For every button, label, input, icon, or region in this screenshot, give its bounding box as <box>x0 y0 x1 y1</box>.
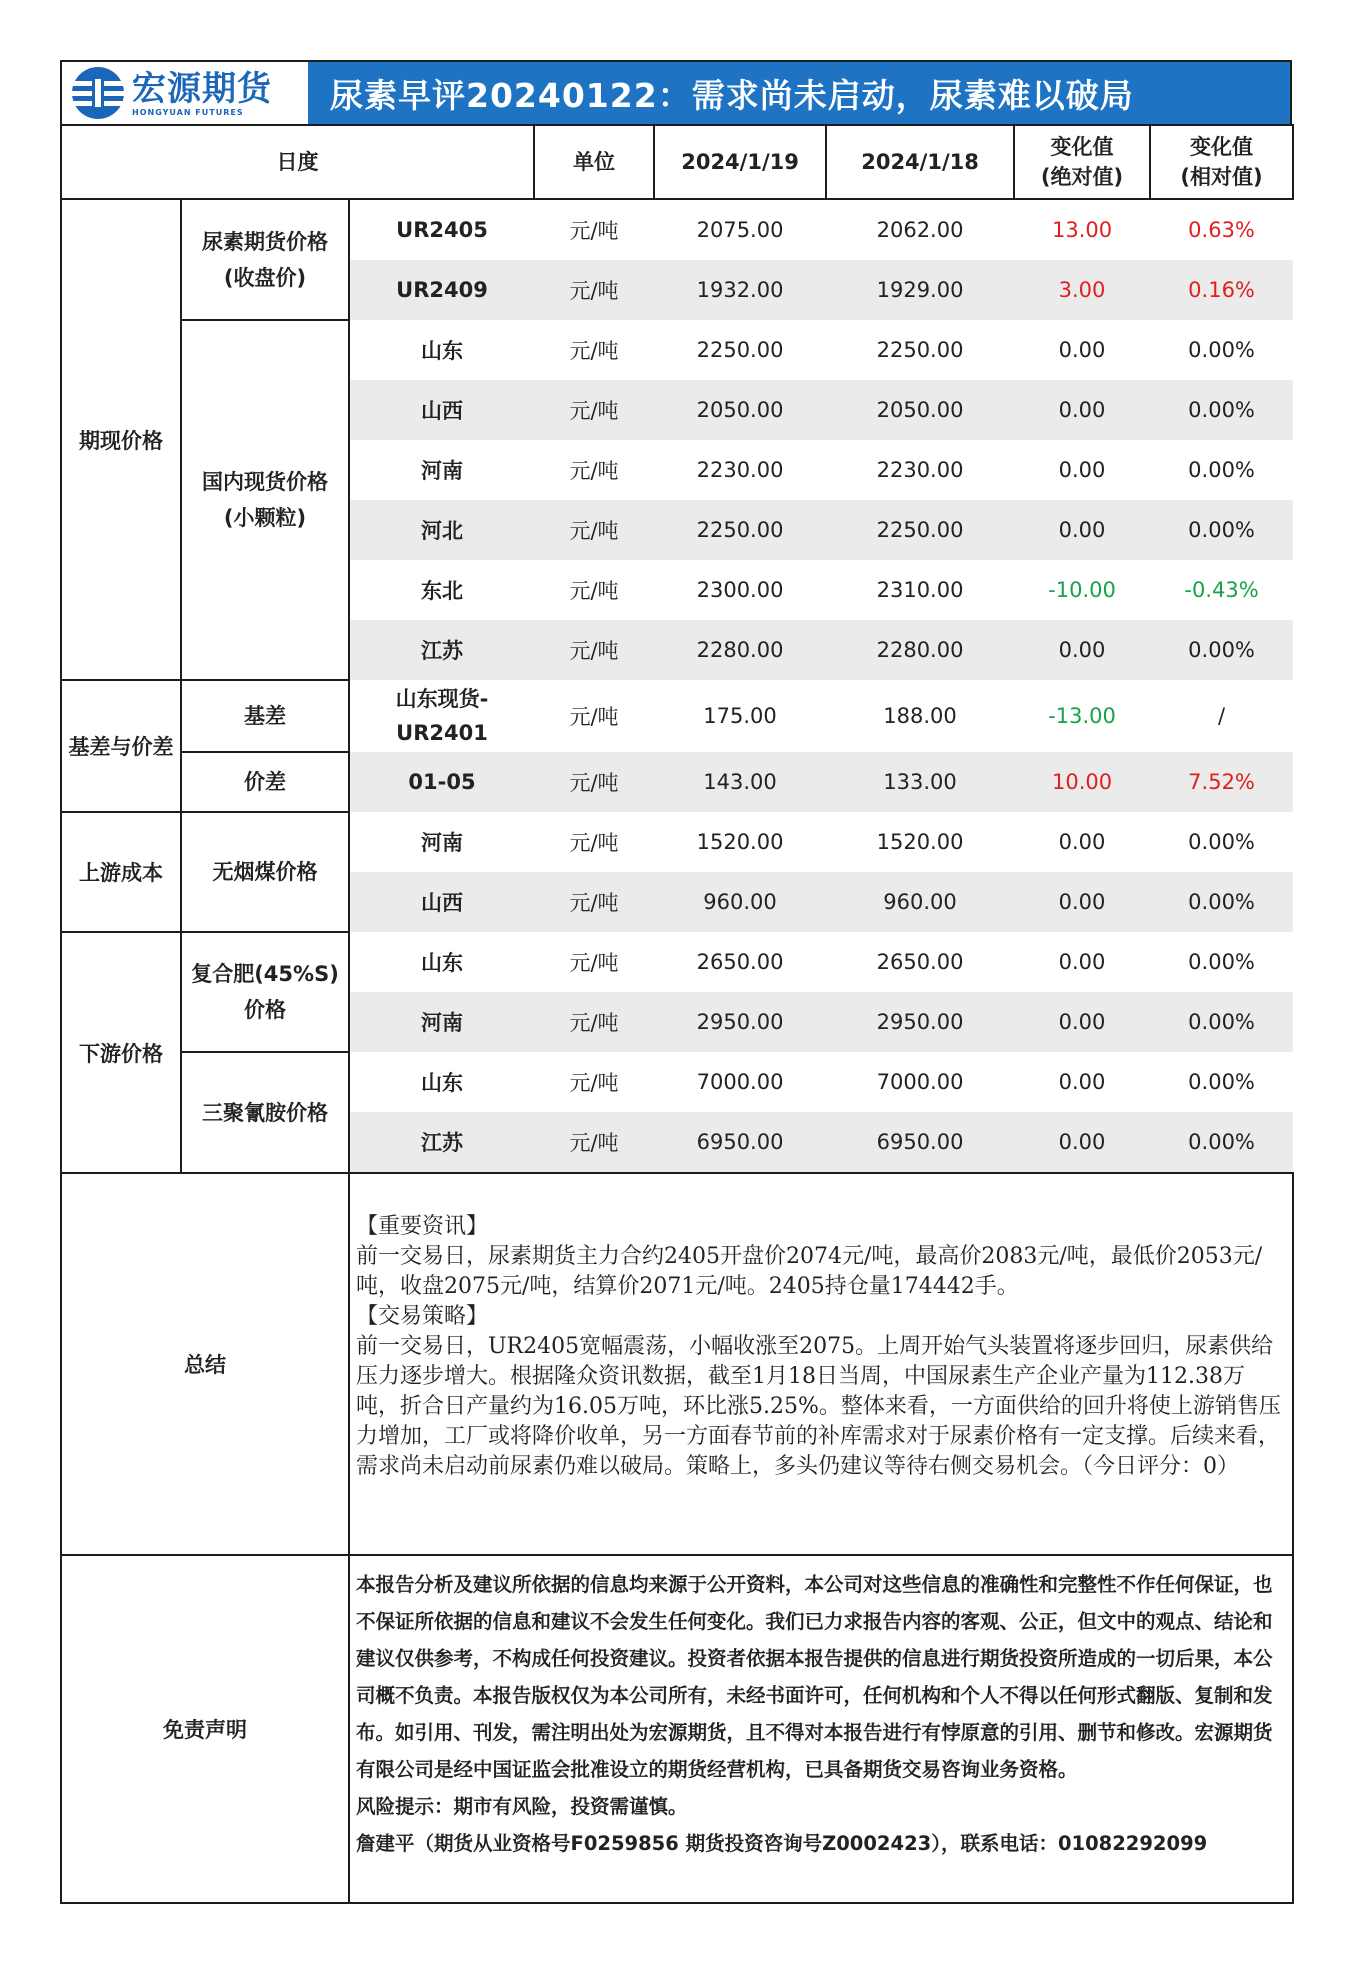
row-abs: 0.00 <box>1014 992 1150 1052</box>
col-change-rel: 变化值 (相对值) <box>1150 125 1293 199</box>
row-unit: 元/吨 <box>569 951 619 975</box>
subcat-spread: 价差 <box>181 752 349 812</box>
row-abs: 0.00 <box>1014 620 1150 680</box>
logo-mark-icon <box>70 65 126 121</box>
row-v2: 188.00 <box>883 704 957 728</box>
row-v2: 2950.00 <box>826 992 1014 1052</box>
row-v1: 2950.00 <box>654 992 826 1052</box>
subcat-futures: 尿素期货价格 (收盘价) <box>181 199 349 320</box>
row-v2: 960.00 <box>826 872 1014 932</box>
row-name: 河南 <box>421 459 464 483</box>
row-rel: 0.00% <box>1188 458 1255 482</box>
table-header-row <box>61 125 1293 199</box>
row-name: 山东 <box>421 339 464 363</box>
row-unit: 元/吨 <box>534 872 654 932</box>
category-downstream: 下游价格 <box>61 932 181 1173</box>
report-header <box>60 60 1292 124</box>
row-unit: 元/吨 <box>569 339 619 363</box>
row-v1: 2250.00 <box>696 338 784 362</box>
row-v2: 2650.00 <box>876 950 964 974</box>
row-v1: 143.00 <box>654 752 826 812</box>
row-rel: 0.00% <box>1150 380 1293 440</box>
row-abs: 0.00 <box>1014 380 1150 440</box>
row-v1: 2650.00 <box>696 950 784 974</box>
row-v1: 2050.00 <box>654 380 826 440</box>
row-abs: -13.00 <box>1048 704 1116 728</box>
row-rel: 0.00% <box>1188 1070 1255 1094</box>
row-v2: 2310.00 <box>876 578 964 602</box>
row-unit: 元/吨 <box>534 992 654 1052</box>
subcat-coal: 无烟煤价格 <box>181 812 349 932</box>
row-unit: 元/吨 <box>569 219 619 243</box>
row-abs: 0.00 <box>1014 500 1150 560</box>
col-date1: 2024/1/19 <box>654 125 826 199</box>
row-name: 河北 <box>349 500 534 560</box>
row-name: 山西 <box>349 872 534 932</box>
row-abs: 13.00 <box>1051 218 1113 242</box>
summary-text <box>349 1173 1293 1555</box>
row-rel: 0.00% <box>1150 992 1293 1052</box>
row-unit: 元/吨 <box>569 831 619 855</box>
row-rel: 0.00% <box>1188 338 1255 362</box>
row-name: 江苏 <box>349 620 534 680</box>
row-rel: 0.00% <box>1150 872 1293 932</box>
company-logo <box>62 62 308 124</box>
disclaimer-text <box>349 1555 1293 1903</box>
row-v1: 1932.00 <box>654 260 826 320</box>
category-price: 期现价格 <box>61 199 181 680</box>
subcat-melamine: 三聚氰胺价格 <box>181 1052 349 1173</box>
disclaimer-label: 免责声明 <box>61 1555 349 1903</box>
row-v1: 175.00 <box>703 704 777 728</box>
row-v2: 6950.00 <box>826 1112 1014 1173</box>
row-abs: 10.00 <box>1014 752 1150 812</box>
news-heading: 【重要资讯】 <box>356 1214 489 1239</box>
row-rel: 0.00% <box>1188 950 1255 974</box>
row-v2: 1929.00 <box>826 260 1014 320</box>
category-basis: 基差与价差 <box>61 680 181 812</box>
row-v2: 133.00 <box>826 752 1014 812</box>
row-name: 江苏 <box>349 1112 534 1173</box>
row-v1: 7000.00 <box>696 1070 784 1094</box>
logo-en: HONGYUAN FUTURES <box>132 107 244 117</box>
price-table <box>60 124 1294 1904</box>
row-rel: 0.63% <box>1188 218 1255 242</box>
row-abs: 0.00 <box>1014 872 1150 932</box>
row-name: 河南 <box>421 831 464 855</box>
row-v2: 2280.00 <box>826 620 1014 680</box>
row-unit: 元/吨 <box>569 579 619 603</box>
row-v2: 2050.00 <box>826 380 1014 440</box>
row-unit: 元/吨 <box>569 459 619 483</box>
disclaimer-body: 本报告分析及建议所依据的信息均来源于公开资料，本公司对这些信息的准确性和完整性不作任何保证，也不保证所依据的信息和建议不会发生任何变化。我们已力求报告内容的客观、公正，但文中的观点、结论和建议仅供参考，不构成任何投资建议。投资者依据本报告提供的信息进行期货投资所造成的一切后果，本公司概不负责。本报告版权仅为本公司所有，未经书面许可，任何机构和个人不得以任何形式翻版、复制和发布。如引用、刊发，需注明出处为宏源期货，且不得对本报告进行有悖原意的引用、删节和修改。宏源期货有限公司是经中国证监会批准设立的期货经营机构，已具备期货交易咨询业务资格。 <box>356 1573 1273 1781</box>
col-unit: 单位 <box>534 125 654 199</box>
report-title: 尿素早评20240122：需求尚未启动，尿素难以破局 <box>308 62 1290 124</box>
row-unit: 元/吨 <box>534 752 654 812</box>
row-rel: 0.00% <box>1150 620 1293 680</box>
row-v2: 7000.00 <box>876 1070 964 1094</box>
row-rel: 0.00% <box>1150 500 1293 560</box>
row-abs: 3.00 <box>1014 260 1150 320</box>
subcat-fertilizer: 复合肥(45%S) 价格 <box>181 932 349 1052</box>
row-rel: 0.00% <box>1188 830 1255 854</box>
row-abs: 0.00 <box>1058 950 1106 974</box>
subcat-spot: 国内现货价格 (小颗粒) <box>181 320 349 680</box>
row-abs: 0.00 <box>1058 830 1106 854</box>
row-v1: 2300.00 <box>696 578 784 602</box>
row-name: UR2405 <box>396 218 488 242</box>
row-name: 河南 <box>349 992 534 1052</box>
row-v2: 2230.00 <box>876 458 964 482</box>
row-abs: 0.00 <box>1058 1070 1106 1094</box>
row-abs: 0.00 <box>1058 458 1106 482</box>
col-date2: 2024/1/18 <box>826 125 1014 199</box>
row-v1: 1520.00 <box>696 830 784 854</box>
logo-cn: 宏源期货 <box>132 68 272 109</box>
row-v2: 1520.00 <box>876 830 964 854</box>
row-abs: 0.00 <box>1014 1112 1150 1173</box>
row-name: 山东 <box>421 1071 464 1095</box>
row-v2: 2250.00 <box>876 338 964 362</box>
row-unit: 元/吨 <box>534 380 654 440</box>
row-name: UR2409 <box>349 260 534 320</box>
report-sheet <box>60 60 1292 1904</box>
col-change-abs: 变化值 (绝对值) <box>1014 125 1150 199</box>
row-v1: 2280.00 <box>654 620 826 680</box>
strategy-paragraph: 前一交易日，UR2405宽幅震荡，小幅收涨至2075。上周开始气头装置将逐步回归，尿素供给压力逐步增大。根据隆众资讯数据，截至1月18日当周，中国尿素生产企业产量为112.38万吨，折合日产量约为16.05万吨，环比涨5.25%。整体来看，一方面供给的回升将使上游销售压力增加，工厂或将降价收单，另一方面春节前的补库需求对于尿素价格有一定支撑。后续来看，需求尚未启动前尿素仍难以破局。策略上，多头仍建议等待右侧交易机会。（今日评分：0） <box>356 1334 1281 1479</box>
row-v1: 6950.00 <box>654 1112 826 1173</box>
row-v2: 2062.00 <box>876 218 964 242</box>
row-abs: 0.00 <box>1058 338 1106 362</box>
row-v1: 960.00 <box>654 872 826 932</box>
row-abs: -10.00 <box>1048 578 1116 602</box>
news-paragraph: 前一交易日，尿素期货主力合约2405开盘价2074元/吨，最高价2083元/吨，最低价2053元/吨，收盘2075元/吨，结算价2071元/吨。2405持仓量174442手。 <box>356 1244 1263 1299</box>
row-unit: 元/吨 <box>534 1112 654 1173</box>
row-unit: 元/吨 <box>569 1071 619 1095</box>
row-unit: 元/吨 <box>534 260 654 320</box>
row-rel: 0.00% <box>1150 1112 1293 1173</box>
row-name: 山西 <box>349 380 534 440</box>
row-unit: 元/吨 <box>534 620 654 680</box>
col-period: 日度 <box>61 125 534 199</box>
row-name: 山东 <box>421 951 464 975</box>
row-rel: / <box>1217 704 1226 728</box>
row-v1: 2075.00 <box>696 218 784 242</box>
row-v1: 2250.00 <box>654 500 826 560</box>
row-v1: 2230.00 <box>696 458 784 482</box>
row-rel: 7.52% <box>1150 752 1293 812</box>
row-rel: 0.16% <box>1150 260 1293 320</box>
strategy-heading: 【交易策略】 <box>356 1304 489 1329</box>
row-rel: -0.43% <box>1184 578 1259 602</box>
row-unit: 元/吨 <box>569 705 619 729</box>
row-v2: 2250.00 <box>826 500 1014 560</box>
category-upstream: 上游成本 <box>61 812 181 932</box>
subcat-basis: 基差 <box>181 680 349 752</box>
summary-label: 总结 <box>61 1173 349 1555</box>
row-unit: 元/吨 <box>534 500 654 560</box>
row-name: 东北 <box>421 579 464 603</box>
analyst-contact: 詹建平（期货从业资格号F0259856 期货投资咨询号Z0002423），联系电话：01082292099 <box>356 1832 1208 1855</box>
row-name: 山东现货- UR2401 <box>395 687 489 745</box>
risk-warning: 风险提示：期市有风险，投资需谨慎。 <box>356 1795 688 1818</box>
row-name: 01-05 <box>349 752 534 812</box>
